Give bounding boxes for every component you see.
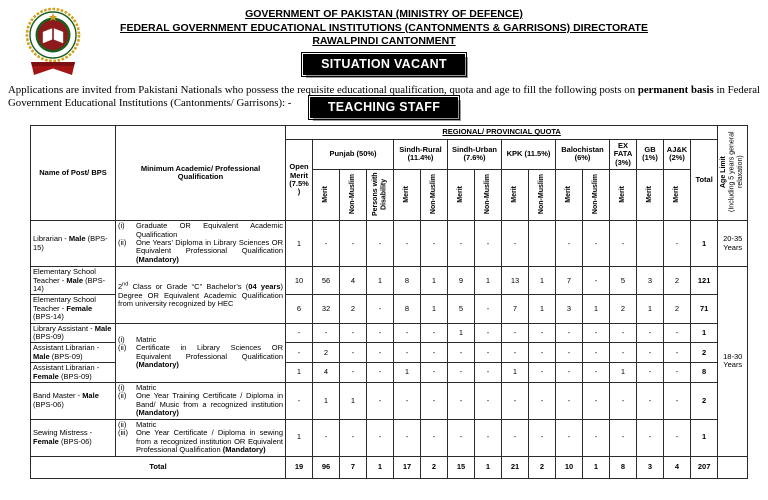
qualification-marker: (ii) [118,343,127,353]
quota-cell: 4 [313,363,340,383]
qualification-text [136,344,283,369]
row-total-cell: 8 [691,363,718,383]
quota-subheader [529,169,556,220]
post-gender-text: Male [33,351,50,361]
post-name-cell [31,221,116,267]
quota-cell: - [313,221,340,267]
quota-cell: 1 [448,323,475,343]
qualification-text [136,222,283,239]
post-gender-text: Male [94,323,112,333]
quota-cell: - [421,323,448,343]
table-header-banner-row [31,125,748,139]
post-name-cell [31,343,116,363]
quota-cell: - [286,343,313,363]
quota-cell: - [502,221,529,267]
quota-cell: 2 [664,267,691,295]
post-name-cell [31,382,116,419]
age-limit-header-text [720,130,745,214]
age-limit-cell: 18-30 Years [718,267,748,456]
gov-title-line3: RAWALPINDI CANTONMENT [312,35,456,48]
quota-cell: 1 [475,267,502,295]
post-bps-text: (BPS-09) [58,371,92,381]
quota-cell: - [502,419,529,456]
quota-cell: - [583,363,610,383]
quota-subheader-text: Merit [672,185,680,203]
total-label: Total [31,456,286,478]
quota-group-header: EX FATA (3%) [610,139,637,169]
quota-subheader-text: Merit [321,185,329,203]
quota-cell: - [367,295,394,323]
quota-cell: - [421,419,448,456]
qualification-item [118,392,283,417]
column-total-cell: 2 [529,456,556,478]
table-row [31,382,748,419]
column-total-cell: 7 [340,456,367,478]
quota-cell: 1 [286,363,313,383]
grand-total-cell: 207 [691,456,718,478]
quota-cell: - [610,419,637,456]
quota-cell: 1 [502,363,529,383]
qualification-marker: (i) [118,382,125,392]
quota-cell: - [475,363,502,383]
quota-subheader [583,169,610,220]
quota-subheader [448,169,475,220]
name-of-post-header: Name of Post/ BPS [31,125,116,220]
quota-cell: - [421,221,448,267]
situation-vacant-banner: SITUATION VACANT [303,54,465,75]
row-total-cell: 1 [691,419,718,456]
qualification-text [136,392,283,417]
row-total-cell: 2 [691,343,718,363]
column-total-cell: 1 [475,456,502,478]
quota-cell: 1 [529,295,556,323]
post-gender-text: Female [66,303,93,313]
quota-cell: - [475,295,502,323]
quota-cell: - [664,419,691,456]
quota-group-header: Sindh-Urban (7.6%) [448,139,502,169]
quota-cell: 2 [313,343,340,363]
column-total-cell: 96 [313,456,340,478]
quota-cell: - [529,419,556,456]
quota-cell: - [610,343,637,363]
quota-cell: - [610,221,637,267]
quota-subheader-text: Merit [618,185,626,203]
qualification-segment: (Mandatory) [136,408,179,418]
post-name-text: Sewing Mistress - [33,428,93,438]
qualification-text [136,429,283,454]
quota-cell: - [664,221,691,267]
quota-subheader [340,169,367,220]
post-gender-text: Male [82,391,99,401]
column-total-cell: 8 [610,456,637,478]
quota-cell: 3 [637,267,664,295]
post-name-text: Elementary School Teacher - [33,295,96,313]
quota-cell: - [529,343,556,363]
qualification-cell [116,267,286,323]
quota-cell: - [448,343,475,363]
quota-cell: - [664,382,691,419]
column-total-cell: 15 [448,456,475,478]
table-total-row [31,456,748,478]
quota-cell: - [637,363,664,383]
quota-cell: - [367,221,394,267]
row-total-cell: 2 [691,382,718,419]
quota-cell: - [637,323,664,343]
quota-cell: - [583,221,610,267]
quota-cell: 4 [340,267,367,295]
quota-cell: 32 [313,295,340,323]
regional-quota-banner: REGIONAL/ PROVINCIAL QUOTA [286,125,718,139]
quota-subheader-text: Non-Muslim [483,173,491,214]
quota-cell: - [556,382,583,419]
column-total-cell: 19 [286,456,313,478]
post-name-cell [31,267,116,295]
quota-subheader-text: Merit [645,185,653,203]
quota-subheader-text: Merit [402,185,410,203]
quota-cell: - [502,382,529,419]
qualification-segment: (Mandatory) [136,360,179,370]
quota-subheader [664,169,691,220]
quota-cell: - [610,382,637,419]
quota-subheader [475,169,502,220]
qualification-segment: Matric [136,382,157,392]
quota-subheader [367,169,394,220]
quota-cell: - [556,363,583,383]
quota-cell: - [313,323,340,343]
quota-cell: 13 [502,267,529,295]
quota-cell: - [286,323,313,343]
quota-cell: - [637,343,664,363]
age-limit-cell: 20-35 Years [718,221,748,267]
quota-cell: - [664,363,691,383]
quota-cell: 5 [448,295,475,323]
quota-cell: - [637,382,664,419]
gov-title-line1: GOVERNMENT OF PAKISTAN (MINISTRY OF DEFENCE) [245,8,523,20]
post-name-text: Assistant Librarian - [33,343,100,353]
quota-cell: - [340,363,367,383]
age-limit-subtext: (Including 5 years general relaxation) [728,131,745,213]
table-row [31,419,748,456]
post-gender-text: Female [33,371,59,381]
qualification-marker: (ii) [118,238,127,248]
post-gender-text: Female [33,436,59,446]
qualification-cell [116,221,286,267]
quota-group-header: Total [691,139,718,220]
column-total-cell: 2 [421,456,448,478]
quota-cell: - [394,419,421,456]
post-bps-text: (BPS-14) [33,275,106,294]
quota-cell: 1 [367,267,394,295]
quota-cell: - [529,382,556,419]
qualification-segment: One Years’ Diploma in Library Sciences OR Equivalent Professional Qualification [136,238,283,256]
quota-cell: - [556,221,583,267]
quota-cell: 8 [394,295,421,323]
qualification-segment: (Mandatory) [136,254,179,264]
quota-subheader-text: Non-Muslim [591,173,599,214]
quota-cell: 56 [313,267,340,295]
quota-cell: - [448,382,475,419]
qualification-marker: (iii) [118,428,128,438]
post-bps-text: (BPS-15) [33,234,108,252]
quota-cell: - [340,343,367,363]
quota-cell: - [448,221,475,267]
quota-cell: 2 [340,295,367,323]
quota-cell: - [664,323,691,343]
qualification-segment: Class or Grade “C” Bachelor’s ( [128,282,249,292]
quota-cell: 1 [286,221,313,267]
quota-cell: - [286,382,313,419]
post-bps-text: (BPS-14) [33,312,64,322]
quota-cell: - [556,323,583,343]
qualification-segment: nd [122,281,129,288]
quota-cell: - [340,323,367,343]
quota-cell: - [394,343,421,363]
qualification-item [118,429,283,454]
column-total-cell: 4 [664,456,691,478]
post-gender-text: Male [66,275,84,285]
quota-group-header: AJ&K (2%) [664,139,691,169]
qualification-text [136,239,283,264]
quota-cell [637,221,664,267]
age-limit-bold: Age Limit [720,155,728,188]
column-total-cell: 3 [637,456,664,478]
quota-cell: - [340,419,367,456]
age-limit-header [718,125,748,220]
post-name-cell [31,419,116,456]
quota-group-header: Punjab (50%) [313,139,394,169]
qualification-segment: (Mandatory) [222,444,266,454]
quota-subheader [394,169,421,220]
table-body [31,221,748,478]
quota-cell: 1 [394,363,421,383]
quota-group-header: KPK (11.5%) [502,139,556,169]
table-row [31,221,748,267]
intro-text-pre: Applications are invited from Pakistani Nationals who possess the requisite educational qualification, quota and age to fill the following posts on [8,83,638,96]
quota-cell: 7 [502,295,529,323]
masthead [0,0,768,49]
row-total-cell: 121 [691,267,718,295]
post-name-text: Assistant Librarian - [33,363,100,373]
intro-text-bold: permanent basis [637,83,714,96]
quota-cell: 8 [394,267,421,295]
quota-cell: - [475,343,502,363]
quota-cell: 1 [421,267,448,295]
qualification-segment: Graduate OR Equivalent Academic Qualification [136,221,283,239]
quota-cell: - [583,419,610,456]
quota-subheader [421,169,448,220]
quota-cell: - [367,323,394,343]
quota-cell: 1 [313,382,340,419]
quota-cell: - [556,343,583,363]
quota-cell: 6 [286,295,313,323]
teaching-staff-banner: TEACHING STAFF [310,97,458,118]
quota-cell: - [664,343,691,363]
quota-cell: - [556,419,583,456]
quota-cell: 7 [556,267,583,295]
quota-group-header: GB (1%) [637,139,664,169]
quota-cell: - [583,323,610,343]
qualification-item [118,222,283,239]
quota-subheader-text: Non-Muslim [429,173,437,214]
column-total-cell: 1 [367,456,394,478]
quota-subheader-text: Non-Muslim [537,173,545,214]
qualification-text [118,282,283,308]
quota-cell: 1 [286,419,313,456]
qualification-cell [116,419,286,456]
quota-subheader-text: Merit [456,185,464,203]
quota-cell: - [475,221,502,267]
quota-cell: - [502,323,529,343]
quota-cell: - [367,419,394,456]
quota-subheader-text: Merit [564,185,572,203]
quota-cell: 1 [637,295,664,323]
quota-cell: - [529,363,556,383]
quota-group-header: Balochistan (6%) [556,139,610,169]
quota-cell: - [367,382,394,419]
qualification-cell [116,382,286,419]
quota-cell: - [394,382,421,419]
quota-cell: 1 [583,295,610,323]
post-bps-text: (BPS-06) [33,399,64,409]
qualification-marker: (ii) [118,391,127,401]
quota-cell: - [610,323,637,343]
quota-cell: - [583,267,610,295]
post-name-cell [31,363,116,383]
qualification-segment: One Year Certificate / Diploma in sewing from a recognized institution OR Equivalent Professional Qualification [136,428,283,454]
quota-cell [529,221,556,267]
quota-cell: - [529,323,556,343]
table-row [31,323,748,343]
intro-text-post: in Federal Government Educational Institutions (Cantonments/ Garrisons): - [8,83,760,110]
quota-cell: 1 [340,382,367,419]
quota-cell: - [421,343,448,363]
quota-subheader [313,169,340,220]
table-row [31,267,748,295]
post-name-cell [31,323,116,343]
qualification-cell [116,323,286,382]
quota-cell: - [637,419,664,456]
qualification-segment: Certificate in Library Sciences OR Equivalent Professional Qualification [136,343,283,361]
quota-subheader [637,169,664,220]
quota-cell: - [475,382,502,419]
quota-subheader [610,169,637,220]
quota-cell: 5 [610,267,637,295]
qualification-segment: 2 [118,282,123,292]
qualification-segment: Matric [136,419,157,429]
total-age-cell [718,456,748,478]
qualification-item [118,282,283,309]
gov-title-line2: FEDERAL GOVERNMENT EDUCATIONAL INSTITUTIONS (CANTONMENTS & GARRISONS) DIRECTORATE [120,21,648,34]
post-bps-text: (BPS-09) [33,332,64,342]
quota-group-header: Sindh-Rural (11.4%) [394,139,448,169]
qualification-marker: (i) [118,335,125,345]
quota-cell: - [475,419,502,456]
quota-cell: - [313,419,340,456]
quota-subheader [556,169,583,220]
quota-cell: 1 [421,295,448,323]
qualification-segment: Matric [136,335,157,345]
qualification-item [118,239,283,264]
post-name-text: Library Assistant - [33,323,95,333]
quota-cell: 1 [610,363,637,383]
quota-cell: 1 [529,267,556,295]
quota-cell: 2 [664,295,691,323]
column-total-cell: 10 [556,456,583,478]
quota-subheader [502,169,529,220]
qualification-marker: (i) [118,221,125,231]
quota-cell: - [583,382,610,419]
quota-subheader-text: Merit [510,185,518,203]
quota-cell: - [448,363,475,383]
quota-cell: - [340,221,367,267]
quota-cell: - [475,323,502,343]
quota-cell: - [583,343,610,363]
vacancy-table [30,125,748,479]
quota-cell: - [367,363,394,383]
quota-cell: 10 [286,267,313,295]
column-total-cell: 1 [583,456,610,478]
row-total-cell: 1 [691,323,718,343]
post-name-text: Librarian - [33,234,69,244]
quota-group-header: Open Merit (7.5%) [286,139,313,220]
qualification-item [118,344,283,369]
column-total-cell: 21 [502,456,529,478]
quota-cell: 2 [610,295,637,323]
qualification-segment: One Year Training Certificate / Diploma in Band/ Music from a recognized institution [136,391,283,409]
post-name-text: Elementary School Teacher - [33,267,96,285]
quota-cell: 3 [556,295,583,323]
quota-cell: - [421,382,448,419]
qualification-marker: (ii) [118,419,127,429]
qualification-segment: ) Degree OR Equivalent Academic Qualification from university recognized by HEC [118,282,284,308]
quota-cell: - [502,343,529,363]
qualification-segment: 04 years [248,282,281,292]
post-bps-text: (BPS-09) [49,351,83,361]
qualification-header: Minimum Academic/ Professional Qualification [116,125,286,220]
quota-subheader-text: Non-Muslim [348,173,356,214]
row-total-cell: 71 [691,295,718,323]
post-name-cell [31,295,116,323]
quota-cell: - [367,343,394,363]
post-gender-text: Male [68,234,86,244]
post-name-text: Band Master - [33,391,83,401]
quota-cell: - [394,323,421,343]
quota-cell: - [421,363,448,383]
fgei-logo-icon [24,5,82,83]
quota-cell: - [448,419,475,456]
quota-cell: 9 [448,267,475,295]
row-total-cell: 1 [691,221,718,267]
quota-subheader-text: Persons with Disability [371,172,387,216]
post-bps-text: (BPS-06) [58,436,92,446]
quota-cell: - [394,221,421,267]
column-total-cell: 17 [394,456,421,478]
